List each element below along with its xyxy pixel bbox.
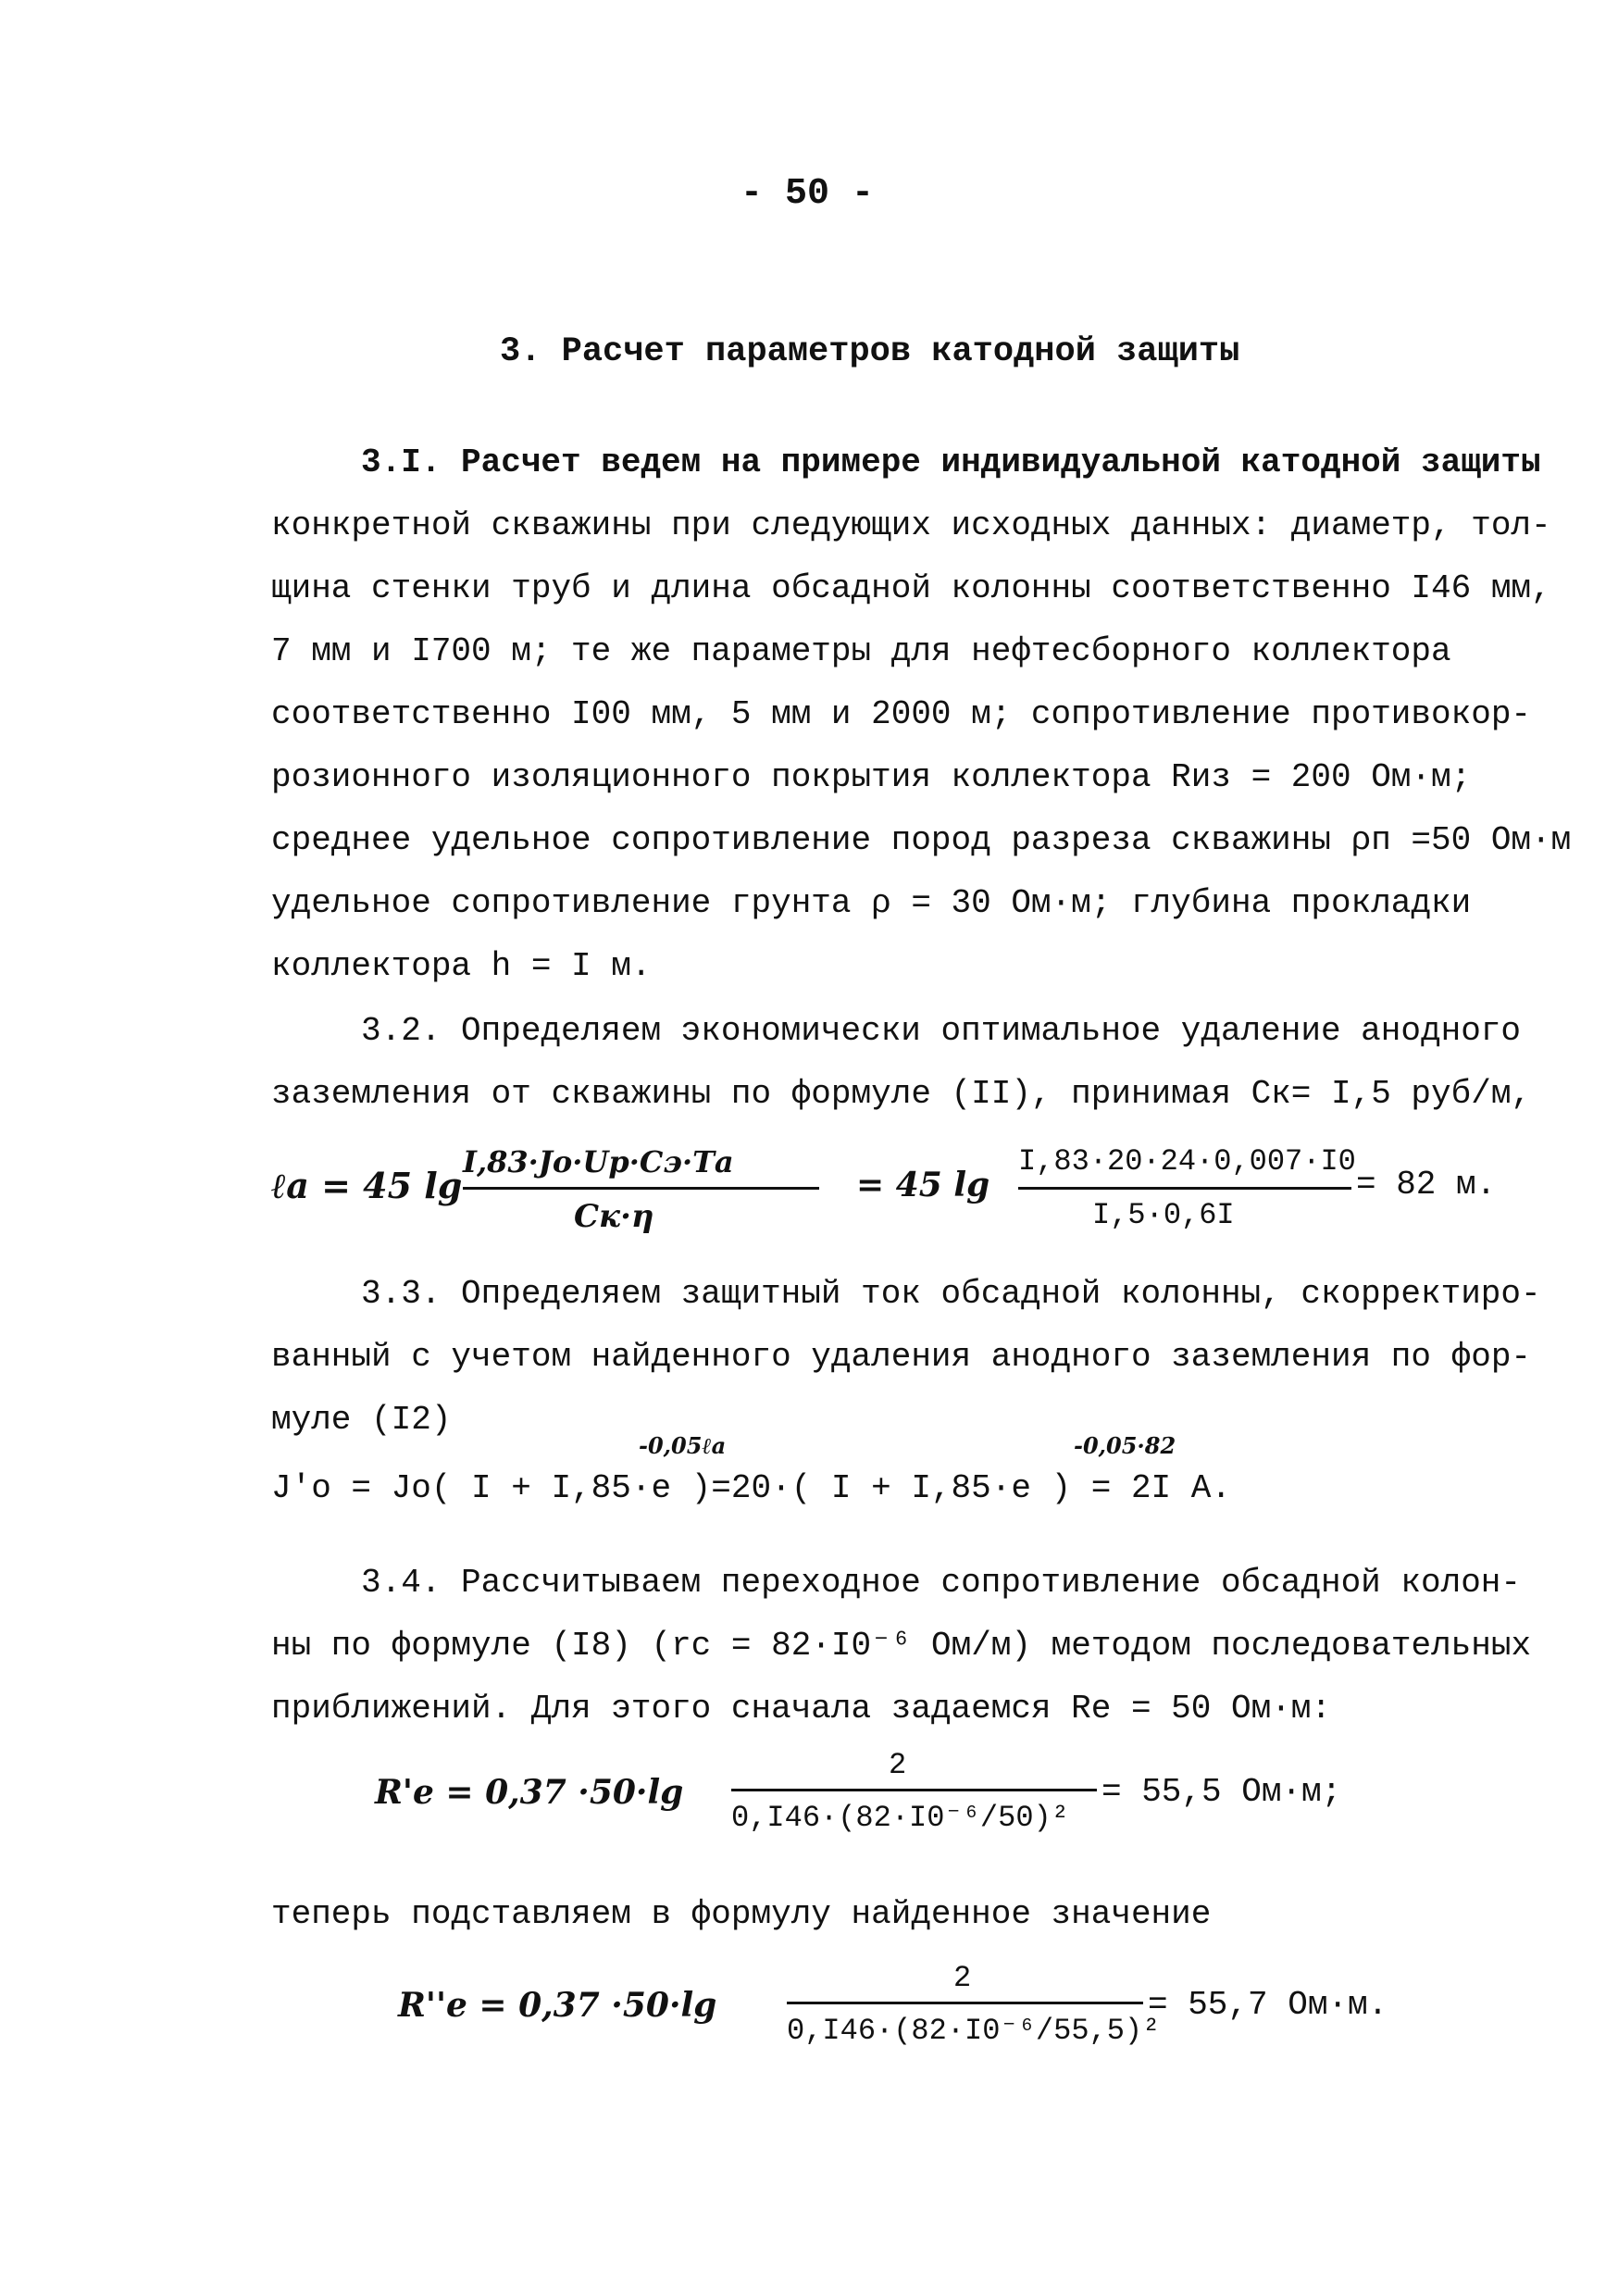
section-title: 3. Расчет параметров катодной защиты (500, 332, 1240, 371)
formula-lhs: R'е = 0,37 ·50·lg (375, 1773, 684, 1812)
formula-exponent: -0,05ℓа (639, 1432, 727, 1459)
formula-body: J'о = Jо( I + I,85·e )=20·( I + I,85·e ) = 2I A. (271, 1469, 1231, 1507)
text-line: соответственно I00 мм, 5 мм и 2000 м; сопротивление противокор- (271, 695, 1532, 733)
text-line: муле (I2) (271, 1401, 452, 1439)
text-line: теперь подставляем в формулу найденное значение (271, 1895, 1212, 1933)
text-line: среднее удельное сопротивление пород разреза скважины ρп =50 Ом·м (271, 821, 1572, 859)
text-line: удельное сопротивление грунта ρ = 30 Ом·м; глубина прокладки (271, 884, 1472, 922)
text-line: 3.4. Рассчитываем переходное сопротивление обсадной колон- (361, 1564, 1522, 1602)
text-line: 7 мм и I700 м; те же параметры для нефтесборного коллектора (271, 632, 1451, 670)
formula-numerator: I,83·20·24·0,007·I0 (1018, 1144, 1356, 1179)
page-number: - 50 - (741, 173, 875, 215)
text-line: 3.3. Определяем защитный ток обсадной колонны, скорректиро- (361, 1275, 1541, 1313)
formula-denominator: 0,I46·(82·I0⁻⁶/50)² (731, 1801, 1069, 1835)
formula-denominator: Cк·η (574, 1198, 654, 1235)
formula-exponent: -0,05·82 (1074, 1432, 1176, 1459)
text-line: приближений. Для этого сначала задаемся Rе = 50 Ом·м: (271, 1690, 1331, 1728)
text-line: щина стенки труб и длина обсадной колонны соответственно I46 мм, (271, 569, 1551, 607)
formula-numerator: 2 (889, 1748, 907, 1782)
formula-denominator: 0,I46·(82·I0⁻⁶/55,5)² (787, 2014, 1161, 2048)
text-line: 3.2. Определяем экономически оптимальное удаление анодного (361, 1012, 1522, 1050)
formula-mid: = 45 lg (856, 1166, 990, 1204)
text-line: ванный с учетом найденного удаления анодного заземления по фор- (271, 1338, 1532, 1376)
text-line: коллектора h = I м. (271, 947, 652, 985)
formula-result: = 55,7 Ом·м. (1148, 1986, 1388, 2024)
formula-result: = 82 м. (1356, 1166, 1497, 1204)
formula-numerator: I,83·Jо·Uр·Cэ·Tа (463, 1144, 734, 1179)
text-line: 3.I. Расчет ведем на примере индивидуальной катодной защиты (361, 443, 1541, 481)
text-line: розионного изоляционного покрытия коллектора Rиз = 200 Ом·м; (271, 758, 1472, 796)
formula-numerator: 2 (953, 1961, 972, 1995)
text-line: заземления от скважины по формуле (II), принимая Cк= I,5 руб/м, (271, 1075, 1532, 1113)
formula-result: = 55,5 Ом·м; (1101, 1773, 1342, 1811)
formula-lhs: R''е = 0,37 ·50·lg (398, 1986, 717, 2025)
formula-denominator: I,5·0,6I (1092, 1198, 1235, 1232)
text-line: конкретной скважины при следующих исходных данных: диаметр, тол- (271, 506, 1551, 544)
text-line: ны по формуле (I8) (rс = 82·I0⁻⁶ Ом/м) методом последовательных (271, 1627, 1532, 1665)
formula-lhs: ℓа = 45 lg (271, 1165, 463, 1206)
